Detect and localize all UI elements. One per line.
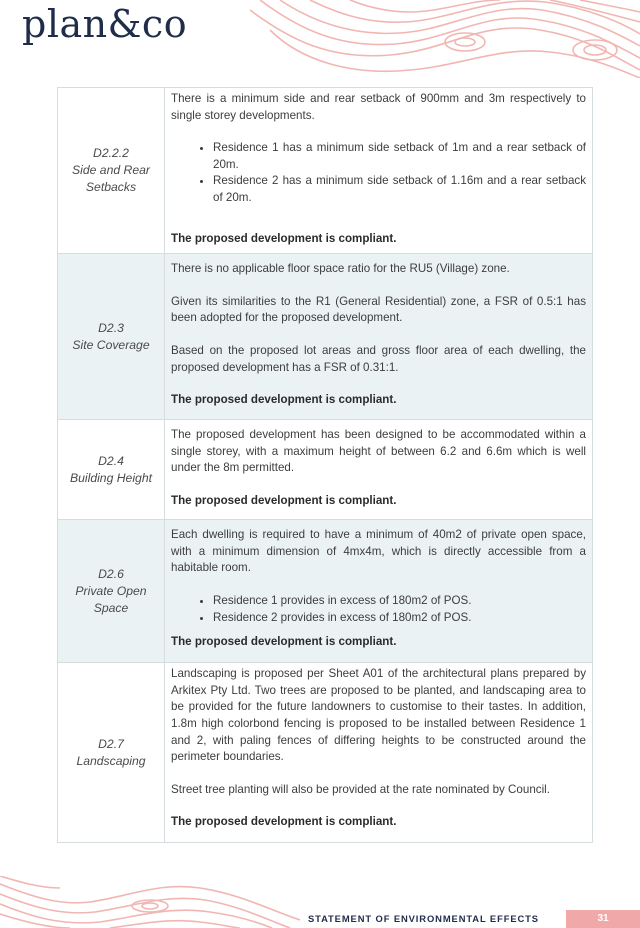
table-row	[58, 88, 593, 254]
control-title: Setbacks	[85, 180, 137, 195]
control-title: Private Open	[75, 583, 147, 598]
assessment-text: The proposed development has been designed to be accommodated within a single storey, with a maximum height of between 6.2 and 6.6m which is well under the 8m permitted.	[171, 428, 586, 475]
control-code: D2.6	[98, 566, 124, 581]
control-cell	[58, 520, 165, 663]
compliance-statement: The proposed development is compliant.	[171, 393, 397, 407]
assessment-text: There is a minimum side and rear setback of 900mm and 3m respectively to single storey developments.	[171, 92, 586, 122]
compliance-statement: The proposed development is compliant.	[171, 815, 397, 829]
list-item: • Residence 1 has a minimum side setback of 1m and a rear setback of 20m.	[213, 140, 586, 173]
control-title: Side and Rear	[72, 163, 150, 178]
control-title: Space	[93, 600, 129, 615]
assessment-text: Landscaping is proposed per Sheet A01 of the architectural plans prepared by Arkitex Pty Ltd. Two trees are proposed to be planted, and landscaping area to be provided for the future landowners to customise to their tastes. In addition, 1.8m high colorbond fencing is proposed to be installed between Residence 1 and 2, with paling fences of differing heights to be constructed around the perimeter boundaries.	[171, 667, 586, 764]
control-cell	[58, 88, 165, 254]
control-code: D2.7	[98, 736, 124, 751]
table-row	[58, 520, 593, 663]
assessment-text: Street tree planting will also be provided at the rate nominated by Council.	[171, 782, 550, 796]
list-item: • Residence 2 has a minimum side setback of 1.16m and a rear setback of 20m.	[213, 173, 586, 206]
table-row	[58, 420, 593, 520]
assessment-text: Each dwelling is required to have a minimum of 40m2 of private open space, with a minimum dimension of 4mx4m, which is directly accessible from a habitable room.	[171, 528, 586, 575]
control-code: D2.2.2	[93, 146, 129, 161]
assessment-text: Based on the proposed lot areas and gross floor area of each dwelling, the proposed development has a FSR of 0.31:1.	[171, 343, 586, 374]
assessment-text: Given its similarities to the R1 (General Residential) zone, a FSR of 0.5:1 has been adopted for the proposed development.	[171, 294, 586, 325]
assessment-text: There is no applicable floor space ratio for the RU5 (Village) zone.	[171, 262, 510, 276]
assessment-cell	[165, 254, 593, 420]
control-code: D2.4	[98, 453, 124, 468]
topographic-pattern-top	[250, 0, 640, 78]
assessment-cell	[165, 520, 593, 663]
control-title: Site Coverage	[72, 337, 150, 352]
footer-title: STATEMENT OF ENVIRONMENTAL EFFECTS	[308, 913, 539, 924]
bullet-list	[171, 593, 586, 626]
assessment-cell	[165, 88, 593, 254]
compliance-statement: The proposed development is compliant.	[171, 231, 397, 245]
control-title: Building Height	[70, 470, 152, 485]
topographic-pattern-bottom	[0, 876, 300, 928]
company-logo: plan&co	[22, 2, 188, 46]
page-number: 31	[566, 910, 640, 928]
table-row	[58, 663, 593, 843]
control-title: Landscaping	[76, 753, 146, 768]
control-cell	[58, 420, 165, 520]
control-cell	[58, 663, 165, 843]
assessment-cell	[165, 663, 593, 843]
control-cell	[58, 254, 165, 420]
compliance-statement: The proposed development is compliant.	[171, 493, 397, 507]
compliance-statement: The proposed development is compliant.	[171, 635, 397, 649]
list-item: • Residence 1 provides in excess of 180m2 of POS.	[213, 593, 586, 610]
assessment-cell	[165, 420, 593, 520]
list-item: • Residence 2 provides in excess of 180m2 of POS.	[213, 610, 586, 627]
table-row	[58, 254, 593, 420]
control-code: D2.3	[98, 320, 124, 335]
requirements-table	[57, 87, 593, 843]
bullet-list	[171, 140, 586, 206]
